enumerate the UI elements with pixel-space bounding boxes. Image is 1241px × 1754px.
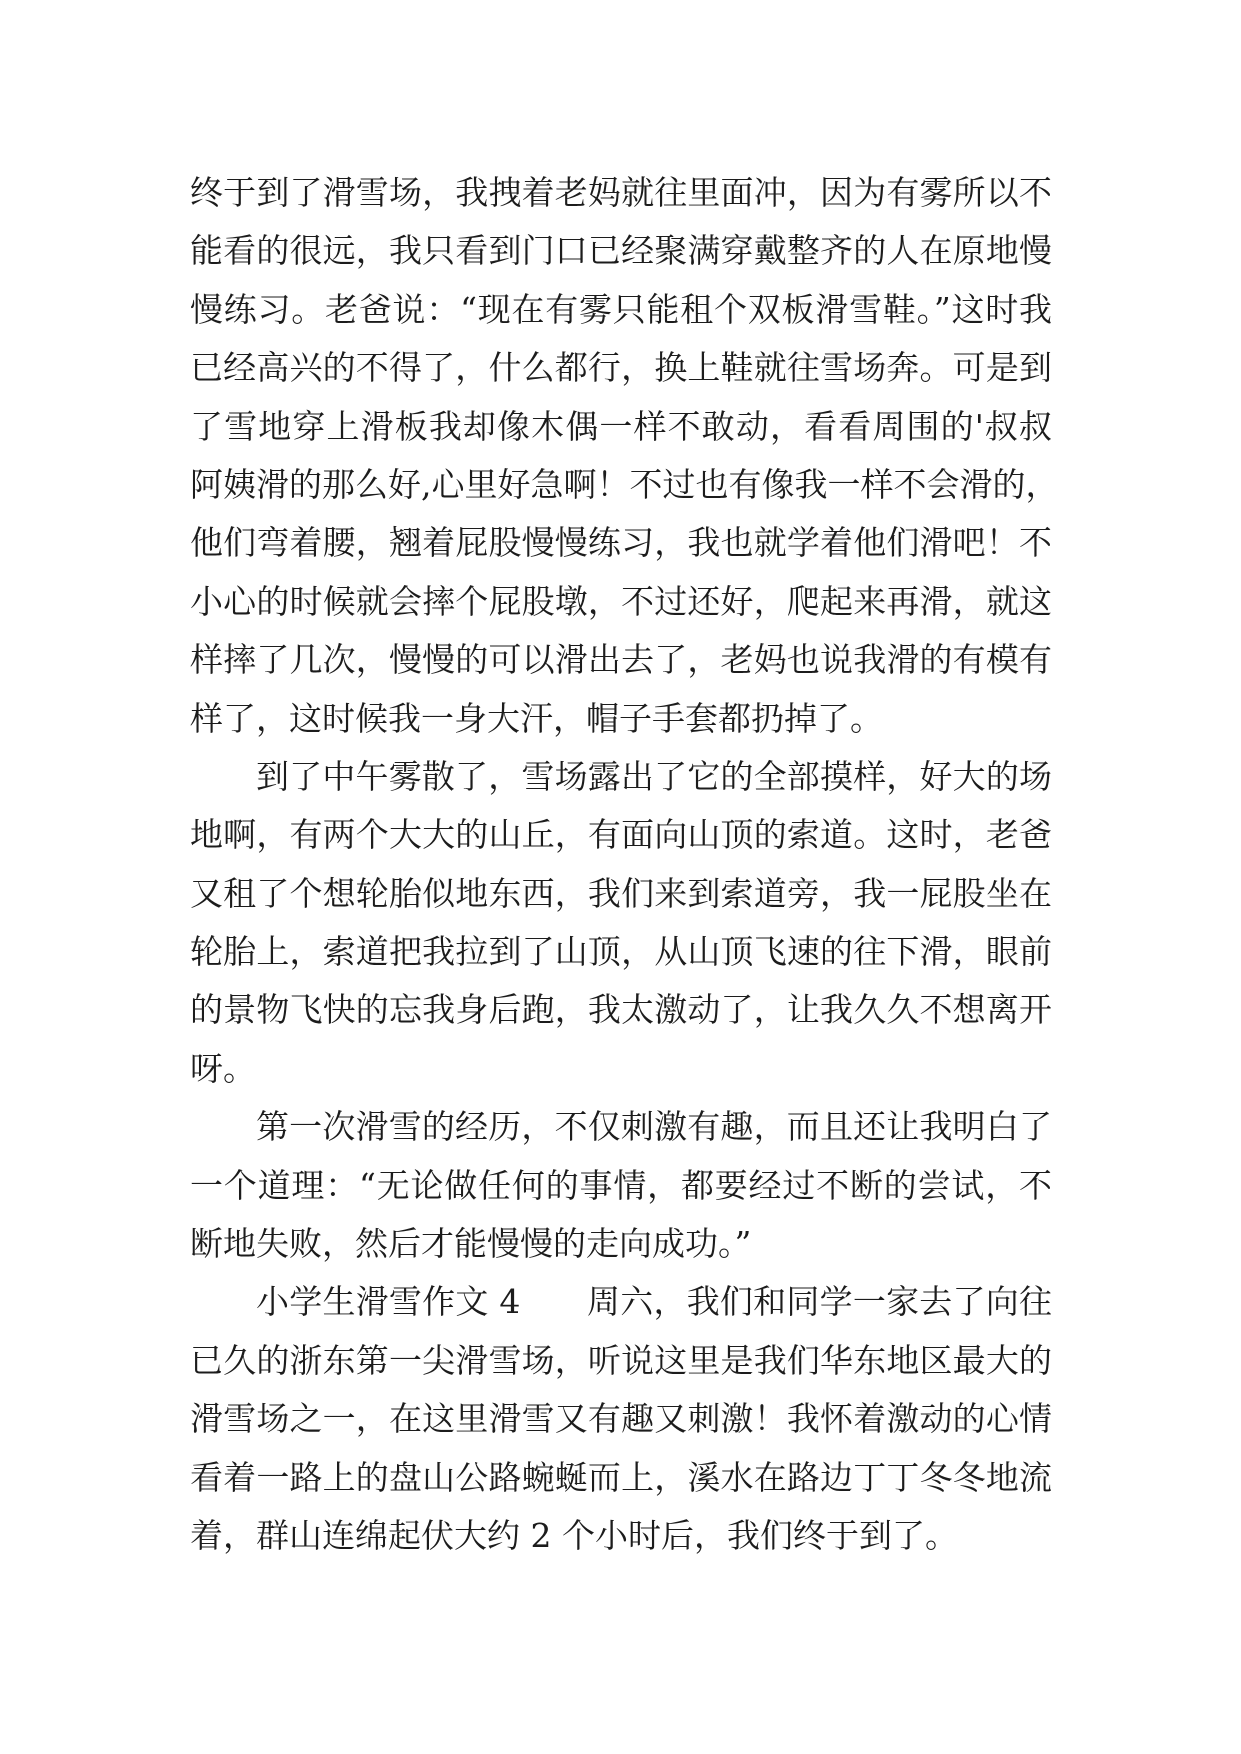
text-line: 看着一路上的盘山公路蜿蜒而上，溪水在路边丁丁冬冬地流 xyxy=(190,1457,1052,1497)
text-line: 滑雪场之一，在这里滑雪又有趣又刺激！我怀着激动的心情 xyxy=(190,1399,1052,1439)
text-line: 样摔了几次，慢慢的可以滑出去了，老妈也说我滑的有模有 xyxy=(190,640,1052,680)
text-line: 呀。 xyxy=(190,1048,256,1088)
text-line: 的景物飞快的忘我身后跑，我太激动了，让我久久不想离开 xyxy=(190,990,1052,1030)
text-line: 已经高兴的不得了，什么都行，换上鞋就往雪场奔。可是到 xyxy=(190,348,1052,388)
text-line: 小心的时候就会摔个屁股墩，不过还好，爬起来再滑，就这 xyxy=(190,581,1052,621)
text-line: 着，群山连绵起伏大约 2 个小时后，我们终于到了。 xyxy=(190,1515,958,1555)
text-line: 又租了个想轮胎似地东西，我们来到索道旁，我一屁股坐在 xyxy=(190,873,1052,913)
paragraph-start-line: 到了中午雾散了，雪场露出了它的全部摸样，好大的场 xyxy=(256,756,1052,796)
document-body xyxy=(190,164,1059,1565)
text-line: 一个道理：“无论做任何的事情，都要经过不断的尝试，不 xyxy=(190,1165,1052,1205)
text-line: 断地失败，然后才能慢慢的走向成功。” xyxy=(190,1224,752,1264)
text-line: 地啊，有两个大大的山丘，有面向山顶的索道。这时，老爸 xyxy=(190,815,1052,855)
text-line: 样了，这时候我一身大汗，帽子手套都扔掉了。 xyxy=(190,698,883,738)
text-line: 已久的浙东第一尖滑雪场，听说这里是我们华东地区最大的 xyxy=(190,1340,1052,1380)
text-line: 终于到了滑雪场，我拽着老妈就往里面冲，因为有雾所以不 xyxy=(190,173,1052,212)
text-line: 慢练习。老爸说：“现在有雾只能租个双板滑雪鞋。”这时我 xyxy=(190,289,1052,329)
text-line: 阿姨滑的那么好,心里好急啊！不过也有像我一样不会滑的， xyxy=(190,464,1059,504)
paragraph-start-line: 第一次滑雪的经历，不仅刺激有趣，而且还让我明白了 xyxy=(256,1107,1052,1147)
text-line: 他们弯着腰，翘着屁股慢慢练习，我也就学着他们滑吧！不 xyxy=(190,523,1052,563)
text-line: 了雪地穿上滑板我却像木偶一样不敢动，看看周围的'叔叔 xyxy=(190,406,1052,446)
paragraph-start-line: 小学生滑雪作文 4 周六，我们和同学一家去了向往 xyxy=(256,1282,1052,1322)
text-line: 能看的很远，我只看到门口已经聚满穿戴整齐的人在原地慢 xyxy=(190,231,1052,271)
text-line: 轮胎上，索道把我拉到了山顶，从山顶飞速的往下滑，眼前 xyxy=(190,932,1052,972)
